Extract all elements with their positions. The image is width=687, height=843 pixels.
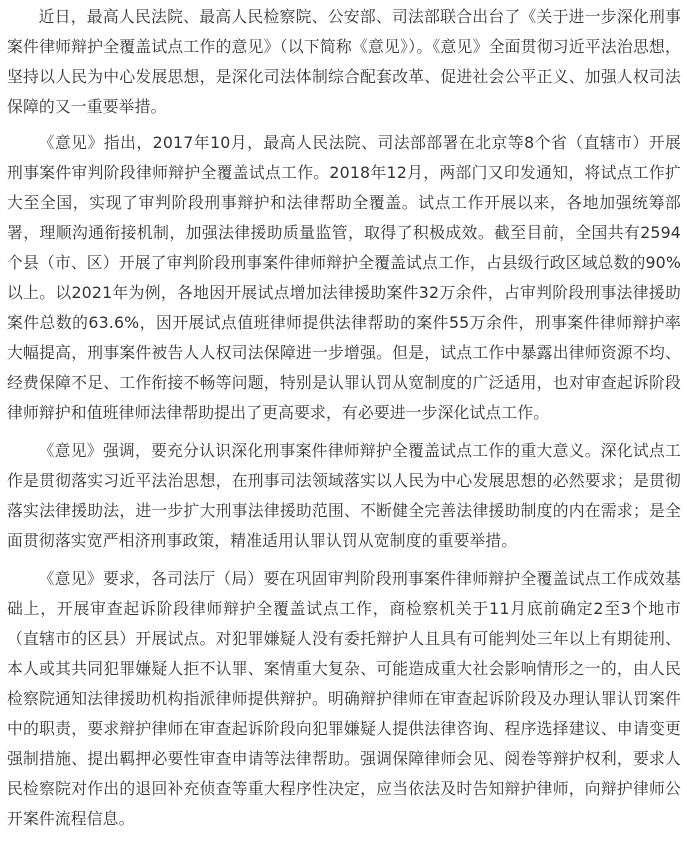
article-paragraph: 近日，最高人民法院、最高人民检察院、公安部、司法部联合出台了《关于进一步深化刑事案件律师辩护全覆盖试点工作的意见》（以下简称《意见》）。《意见》全面贯彻习近平法治思想，坚持以人民为中心发展思想，是深化司法体制综合配套改革、促进社会公平正义、加强人权司法保障的又一重要举措。: [7, 7, 681, 116]
article-paragraph: 《意见》要求，各司法厅（局）要在巩固审判阶段刑事案件律师辩护全覆盖试点工作成效基础上，开展审查起诉阶段律师辩护全覆盖试点工作，商检察机关于11月底前确定2至3个地市（直辖市的区县）开展试点。对犯罪嫌疑人没有委托辩护人且具有可能判处三年以上有期徒刑、本人或其共同犯罪嫌疑人拒不认罪、案情重大复杂、可能造成重大社会影响情形之一的，由人民检察院通知法律援助机构指派律师提供辩护。明确辩护律师在审查起诉阶段及办理认罪认罚案件中的职责，要求辩护律师在审查起诉阶段向犯罪嫌疑人提供法律咨询、程序选择建议、申请变更强制措施、提出羁押必要性审查申请等法律帮助。强调保障律师会见、阅卷等辩护权利，要求人民检察院对作出的退回补充侦查等重大程序性决定，应当依法及时告知辩护律师，向辩护律师公开案件流程信息。: [7, 569, 681, 828]
article-paragraph: 《意见》强调，要充分认识深化刑事案件律师辩护全覆盖试点工作的重大意义。深化试点工作是贯彻落实习近平法治思想，在刑事司法领域落实以人民为中心发展思想的必然要求；是贯彻落实法律援助法，进一步扩大刑事法律援助范围、不断健全完善法律援助制度的内在需求；是全面贯彻落实宽严相济刑事政策，精准适用认罪认罚从宽制度的重要举措。: [7, 441, 681, 550]
article-paragraph: 《意见》指出，2017年10月，最高人民法院、司法部部署在北京等8个省（直辖市）开展刑事案件审判阶段律师辩护全覆盖试点工作。2018年12月，两部门又印发通知，将试点工作扩大至全国，实现了审判阶段刑事辩护和法律帮助全覆盖。试点工作开展以来，各地加强统筹部署，理顺沟通衔接机制，加强法律援助质量监管，取得了积极成效。截至目前，全国共有2594个县（市、区）开展了审判阶段刑事案件律师辩护全覆盖试点工作，占县级行政区域总数的90%以上。以2021年为例，各地因开展试点增加法律援助案件32万余件，占审判阶段刑事法律援助案件总数的63.6%，因开展试点值班律师提供法律帮助的案件55万余件，刑事案件律师辩护率大幅提高，刑事案件被告人人权司法保障进一步增强。但是，试点工作中暴露出律师资源不均、经费保障不足、工作衔接不畅等问题，特别是认罪认罚从宽制度的广泛适用，也对审查起诉阶段律师辩护和值班律师法律帮助提出了更高要求，有必要进一步深化试点工作。: [7, 133, 681, 422]
